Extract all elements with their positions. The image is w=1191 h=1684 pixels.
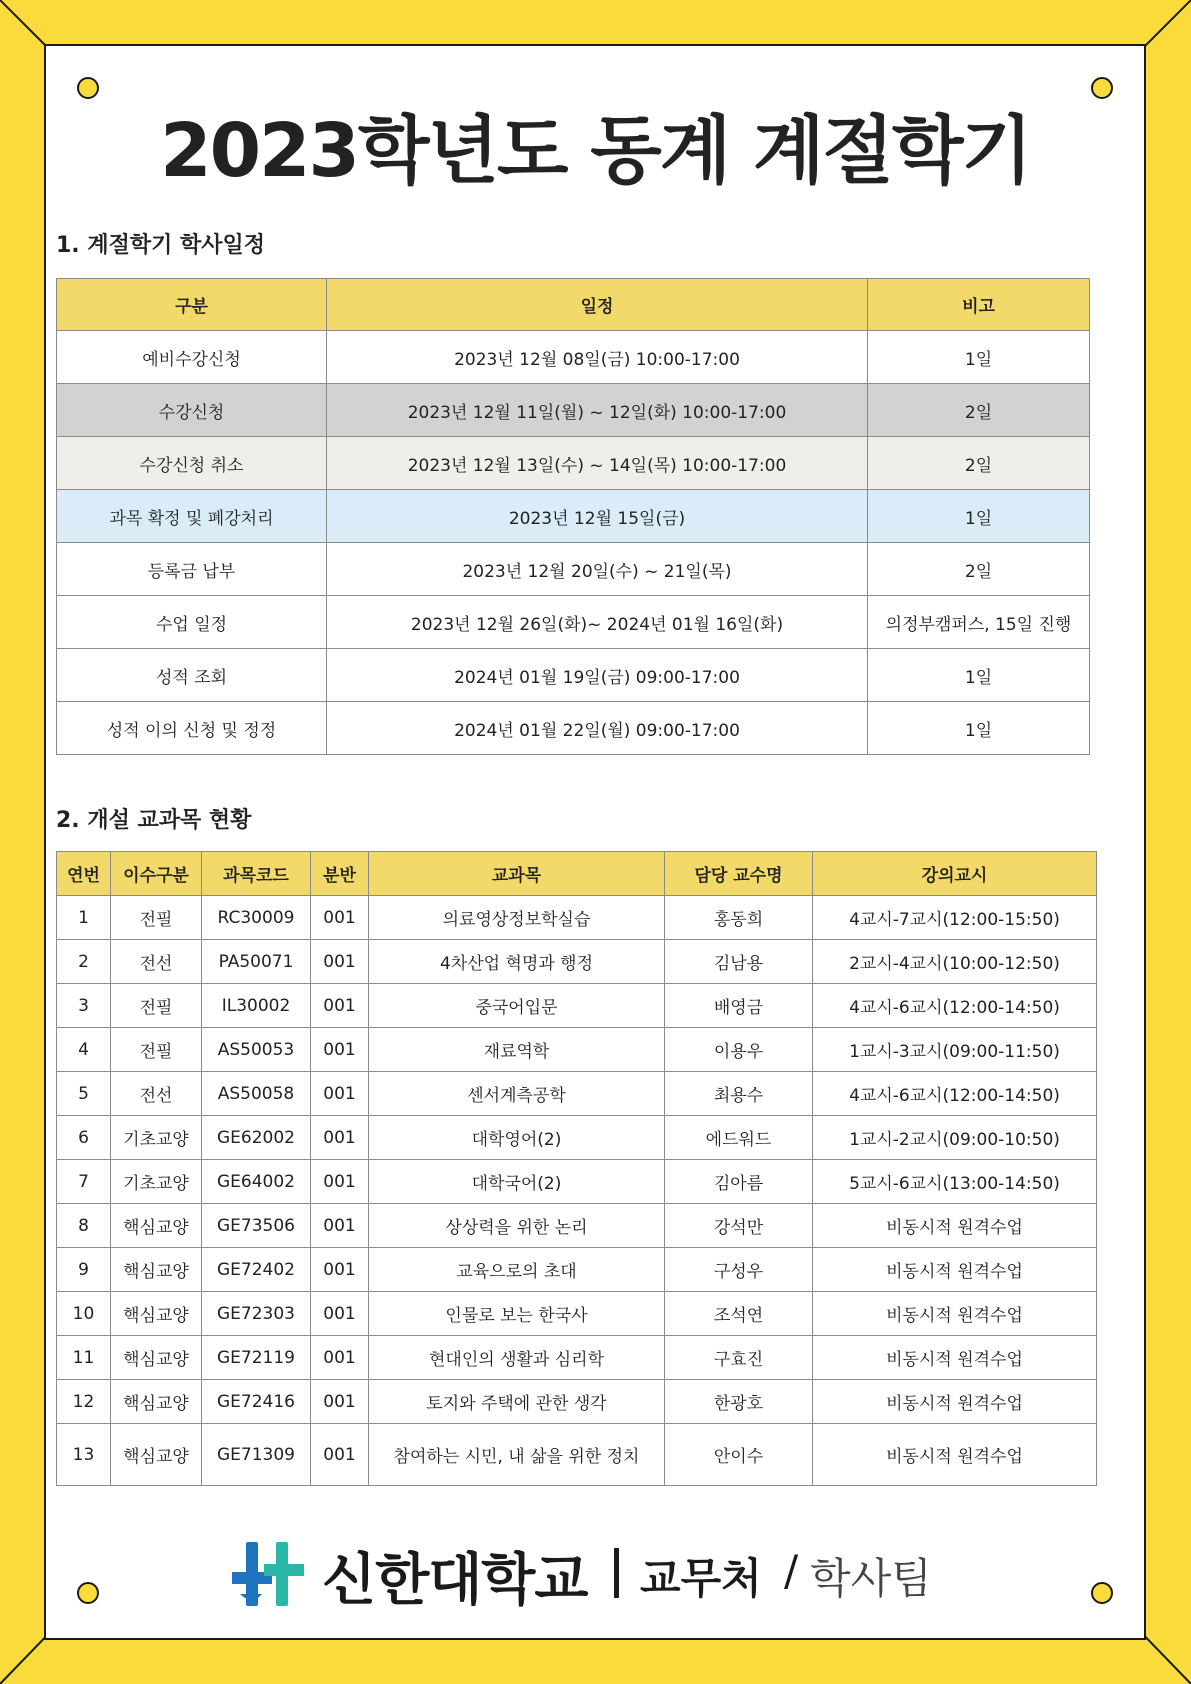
course-professor: 강석만	[665, 1204, 813, 1248]
course-code: GE72402	[202, 1248, 311, 1292]
course-row	[57, 1380, 1097, 1424]
course-professor: 에드워드	[665, 1116, 813, 1160]
course-name: 참여하는 시민, 내 삶을 위한 정치	[369, 1424, 665, 1486]
course-row	[57, 940, 1097, 984]
schedule-date: 2024년 01월 22일(월) 09:00-17:00	[327, 702, 868, 755]
course-code: GE64002	[202, 1160, 311, 1204]
schedule-row	[57, 543, 1090, 596]
course-code: GE72119	[202, 1336, 311, 1380]
footer-divider	[614, 1548, 619, 1598]
course-number: 7	[57, 1160, 111, 1204]
schedule-note: 1일	[868, 702, 1090, 755]
course-number: 9	[57, 1248, 111, 1292]
course-type: 기초교양	[111, 1160, 202, 1204]
course-number: 10	[57, 1292, 111, 1336]
course-row	[57, 1248, 1097, 1292]
course-professor: 배영금	[665, 984, 813, 1028]
course-type: 전선	[111, 940, 202, 984]
course-period: 1교시-2교시(09:00-10:50)	[813, 1116, 1097, 1160]
schedule-note: 의정부캠퍼스, 15일 진행	[868, 596, 1090, 649]
course-name: 인물로 보는 한국사	[369, 1292, 665, 1336]
schedule-category: 수강신청 취소	[57, 437, 327, 490]
course-name: 상상력을 위한 논리	[369, 1204, 665, 1248]
course-section: 001	[311, 1072, 369, 1116]
course-number: 4	[57, 1028, 111, 1072]
course-row	[57, 984, 1097, 1028]
schedule-date: 2024년 01월 19일(금) 09:00-17:00	[327, 649, 868, 702]
schedule-note: 1일	[868, 490, 1090, 543]
header-code: 과목코드	[202, 852, 311, 896]
course-section: 001	[311, 1380, 369, 1424]
course-professor: 조석연	[665, 1292, 813, 1336]
course-period: 4교시-7교시(12:00-15:50)	[813, 896, 1097, 940]
course-section: 001	[311, 1028, 369, 1072]
courses-section-title: 2. 개설 교과목 현황	[56, 808, 252, 833]
schedule-row	[57, 384, 1090, 437]
schedule-note: 2일	[868, 437, 1090, 490]
team-name: 학사팀	[810, 1554, 932, 1603]
course-type: 핵심교양	[111, 1248, 202, 1292]
course-code: GE72416	[202, 1380, 311, 1424]
course-name: 센서계측공학	[369, 1072, 665, 1116]
schedule-section-title: 1. 계절학기 학사일정	[56, 233, 265, 258]
course-number: 6	[57, 1116, 111, 1160]
header-professor: 담당 교수명	[665, 852, 813, 896]
header-section: 분반	[311, 852, 369, 896]
course-professor: 최용수	[665, 1072, 813, 1116]
course-type: 핵심교양	[111, 1292, 202, 1336]
course-name: 토지와 주택에 관한 생각	[369, 1380, 665, 1424]
course-period: 비동시적 원격수업	[813, 1292, 1097, 1336]
course-number: 3	[57, 984, 111, 1028]
course-number: 12	[57, 1380, 111, 1424]
header-number: 연번	[57, 852, 111, 896]
course-code: PA50071	[202, 940, 311, 984]
course-section: 001	[311, 984, 369, 1028]
schedule-row	[57, 331, 1090, 384]
course-name: 현대인의 생활과 심리학	[369, 1336, 665, 1380]
course-row	[57, 1204, 1097, 1248]
schedule-category: 예비수강신청	[57, 331, 327, 384]
course-number: 2	[57, 940, 111, 984]
course-period: 5교시-6교시(13:00-14:50)	[813, 1160, 1097, 1204]
course-row	[57, 1072, 1097, 1116]
course-professor: 구성우	[665, 1248, 813, 1292]
course-section: 001	[311, 896, 369, 940]
course-number: 11	[57, 1336, 111, 1380]
schedule-date: 2023년 12월 13일(수) ~ 14일(목) 10:00-17:00	[327, 437, 868, 490]
schedule-category: 수업 일정	[57, 596, 327, 649]
course-code: GE72303	[202, 1292, 311, 1336]
course-code: GE71309	[202, 1424, 311, 1486]
course-type: 전선	[111, 1072, 202, 1116]
grommet-bottom-right	[1091, 1582, 1113, 1604]
schedule-header-date: 일정	[327, 279, 868, 331]
course-professor: 김남용	[665, 940, 813, 984]
schedule-note: 1일	[868, 649, 1090, 702]
courses-table	[56, 851, 1097, 1486]
course-name: 의료영상정보학실습	[369, 896, 665, 940]
schedule-header-note: 비고	[868, 279, 1090, 331]
course-type: 핵심교양	[111, 1424, 202, 1486]
page-title: 2023학년도 동계 계절학기	[160, 108, 1031, 194]
course-code: AS50058	[202, 1072, 311, 1116]
course-code: GE62002	[202, 1116, 311, 1160]
course-period: 4교시-6교시(12:00-14:50)	[813, 1072, 1097, 1116]
course-professor: 한광호	[665, 1380, 813, 1424]
course-professor: 홍동희	[665, 896, 813, 940]
course-code: AS50053	[202, 1028, 311, 1072]
course-type: 핵심교양	[111, 1336, 202, 1380]
course-row	[57, 1292, 1097, 1336]
schedule-date: 2023년 12월 20일(수) ~ 21일(목)	[327, 543, 868, 596]
schedule-row	[57, 596, 1090, 649]
course-period: 비동시적 원격수업	[813, 1336, 1097, 1380]
department-name: 교무처	[640, 1554, 762, 1603]
course-row	[57, 896, 1097, 940]
course-row	[57, 1336, 1097, 1380]
course-row	[57, 1116, 1097, 1160]
university-name: 신한대학교	[322, 1548, 588, 1613]
course-type: 기초교양	[111, 1116, 202, 1160]
course-period: 2교시-4교시(10:00-12:50)	[813, 940, 1097, 984]
schedule-category: 등록금 납부	[57, 543, 327, 596]
course-name: 교육으로의 초대	[369, 1248, 665, 1292]
course-professor: 구효진	[665, 1336, 813, 1380]
course-professor: 김아름	[665, 1160, 813, 1204]
courses-header-row	[57, 852, 1097, 896]
course-period: 비동시적 원격수업	[813, 1248, 1097, 1292]
schedule-date: 2023년 12월 26일(화)~ 2024년 01월 16일(화)	[327, 596, 868, 649]
schedule-row	[57, 490, 1090, 543]
course-code: IL30002	[202, 984, 311, 1028]
course-section: 001	[311, 1204, 369, 1248]
course-professor: 이용우	[665, 1028, 813, 1072]
course-code: GE73506	[202, 1204, 311, 1248]
course-number: 13	[57, 1424, 111, 1486]
course-type: 핵심교양	[111, 1380, 202, 1424]
course-section: 001	[311, 940, 369, 984]
schedule-row	[57, 702, 1090, 755]
course-code: RC30009	[202, 896, 311, 940]
schedule-header-category: 구분	[57, 279, 327, 331]
schedule-note: 2일	[868, 543, 1090, 596]
header-course: 교과목	[369, 852, 665, 896]
course-row	[57, 1028, 1097, 1072]
course-number: 1	[57, 896, 111, 940]
course-name: 중국어입문	[369, 984, 665, 1028]
footer-slash: /	[784, 1546, 799, 1595]
course-name: 4차산업 혁명과 행정	[369, 940, 665, 984]
course-number: 8	[57, 1204, 111, 1248]
schedule-note: 2일	[868, 384, 1090, 437]
schedule-category: 성적 조회	[57, 649, 327, 702]
course-period: 비동시적 원격수업	[813, 1380, 1097, 1424]
course-type: 전필	[111, 984, 202, 1028]
schedule-row	[57, 649, 1090, 702]
course-number: 5	[57, 1072, 111, 1116]
schedule-category: 수강신청	[57, 384, 327, 437]
schedule-note: 1일	[868, 331, 1090, 384]
course-section: 001	[311, 1248, 369, 1292]
schedule-date: 2023년 12월 15일(금)	[327, 490, 868, 543]
course-type: 핵심교양	[111, 1204, 202, 1248]
schedule-category: 성적 이의 신청 및 정정	[57, 702, 327, 755]
course-period: 비동시적 원격수업	[813, 1204, 1097, 1248]
header-period: 강의교시	[813, 852, 1097, 896]
course-section: 001	[311, 1160, 369, 1204]
schedule-row	[57, 437, 1090, 490]
schedule-date: 2023년 12월 11일(월) ~ 12일(화) 10:00-17:00	[327, 384, 868, 437]
course-section: 001	[311, 1292, 369, 1336]
header-type: 이수구분	[111, 852, 202, 896]
course-professor: 안이수	[665, 1424, 813, 1486]
university-logo-icon	[232, 1542, 304, 1606]
footer-signature	[232, 1534, 992, 1613]
course-type: 전필	[111, 1028, 202, 1072]
schedule-header-row	[57, 279, 1090, 331]
course-period: 1교시-3교시(09:00-11:50)	[813, 1028, 1097, 1072]
course-period: 비동시적 원격수업	[813, 1424, 1097, 1486]
course-row	[57, 1424, 1097, 1486]
schedule-category: 과목 확정 및 폐강처리	[57, 490, 327, 543]
course-section: 001	[311, 1424, 369, 1486]
course-type: 전필	[111, 896, 202, 940]
course-period: 4교시-6교시(12:00-14:50)	[813, 984, 1097, 1028]
course-name: 재료역학	[369, 1028, 665, 1072]
course-name: 대학영어(2)	[369, 1116, 665, 1160]
grommet-bottom-left	[77, 1582, 99, 1604]
course-section: 001	[311, 1116, 369, 1160]
schedule-table	[56, 278, 1090, 755]
course-row	[57, 1160, 1097, 1204]
course-section: 001	[311, 1336, 369, 1380]
schedule-date: 2023년 12월 08일(금) 10:00-17:00	[327, 331, 868, 384]
course-name: 대학국어(2)	[369, 1160, 665, 1204]
